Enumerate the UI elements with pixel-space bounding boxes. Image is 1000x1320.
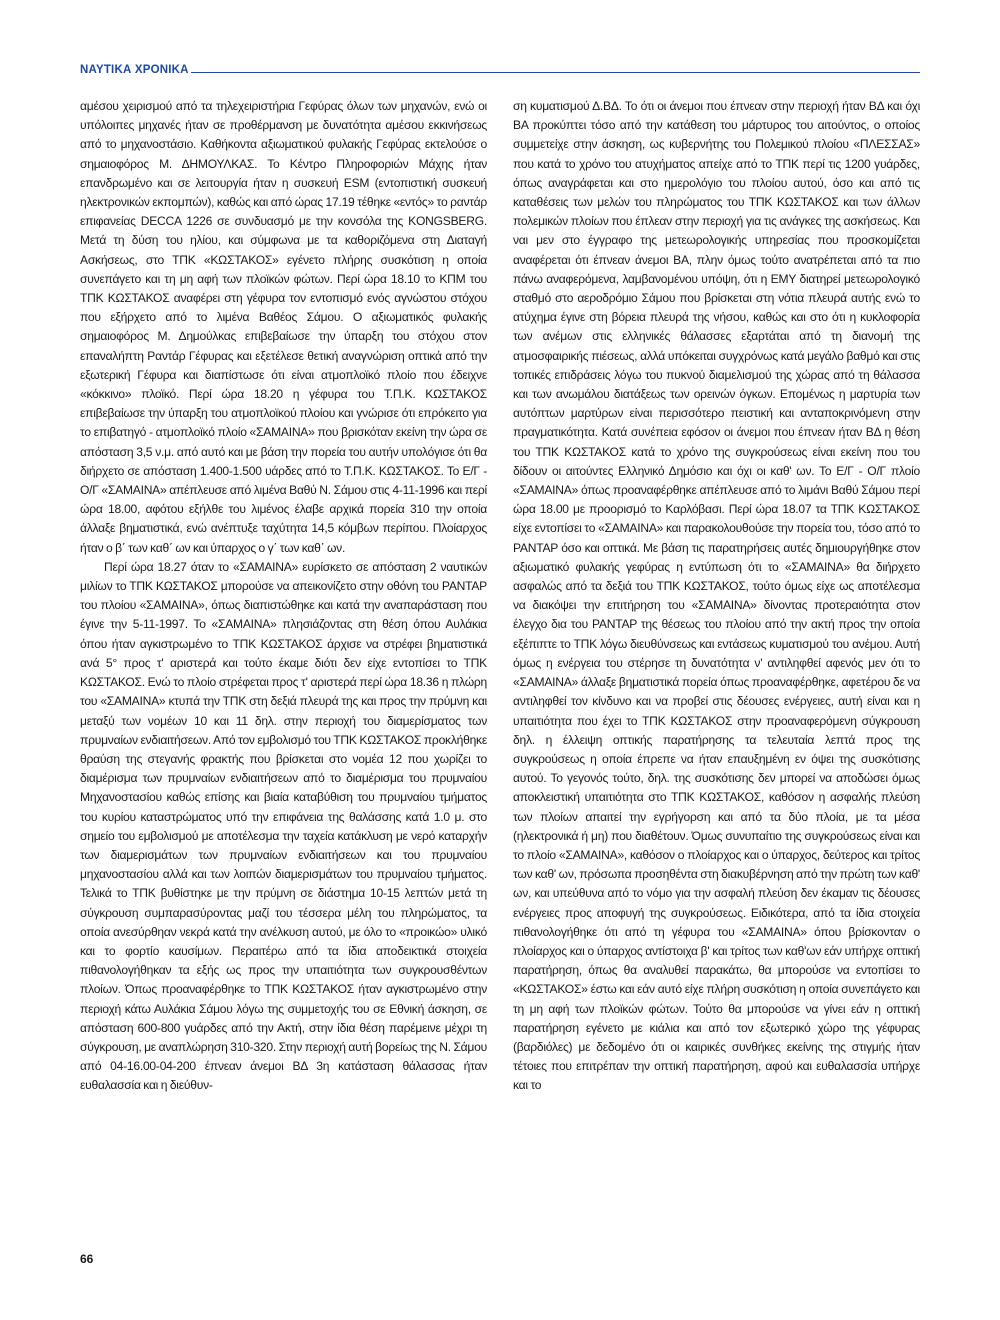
page-number: 66 xyxy=(80,1252,94,1266)
publication-title: ΝΑΥΤΙΚΑ ΧΡΟΝΙΚΑ xyxy=(80,64,189,76)
text-column-right xyxy=(513,97,920,1222)
header-rule xyxy=(191,72,920,73)
paragraph: αμέσου χειρισμού από τα τηλεχειριστήρια Γεφύρας όλων των μηχανών, ενώ οι υπόλοιπες μηχανές ήταν σε προθέρμανση με δυνατότητα αμέσου εκκινήσεως από το μηχανοστάσιο. Καθήκοντα αξιωματικού φυλακής Γεφύρας εκτελούσε ο σημαιοφόρος Μ. ΔΗΜΟΥΛΚΑΣ. Το Κέντρο Πληροφοριών Μάχης ήταν επανδρωμένο και σε λειτουργία ήταν η συσκευή ESM (εντοπιστική συσκευή ηλεκτρονικών εκπομπών), καθώς και από ώρας 17.19 τέθηκε «εντός» το ραντάρ επιφανείας DECCA 1226 σε συνδυασμό με την κονσόλα της KONGSBERG. Μετά τη δύση του ηλίου, και σύμφωνα με τα καθοριζόμενα στη Διαταγή Ασκήσεως, στο ΤΠΚ «ΚΩΣΤΑΚΟΣ» εγένετο πλήρης συσκότιση η οποία συνεπάγετο και τη μη αφή των πλοϊκών φώτων. Περί ώρα 18.10 το ΚΠΜ του ΤΠΚ ΚΩΣΤΑΚΟΣ αναφέρει στη γέφυρα τον εντοπισμό ενός αγνώστου στόχου που εξήρχετο από το λιμένα Βαθέος Σάμου. Ο αξιωματικός φυλακής σημαιοφόρος Μ. Δημούλκας επιβεβαίωσε την ύπαρξη του στόχου στον επαναλήπτη Ραντάρ Γέφυρας και εξετέλεσε θετική αναγνώριση οπτικά από την εξωτερική Γέφυρα και διαπίστωσε ότι είναι ατμοπλοϊκό πλοίο που έδειχνε «κόκκινο» πλοϊκό. Περί ώρα 18.20 η γέφυρα του Τ.Π.Κ. ΚΩΣΤΑΚΟΣ επιβεβαίωσε την ύπαρξη του ατμοπλοϊκού πλοίου και γνώρισε ότι επρόκειτο για το επιβατηγό - ατμοπλοϊκό πλοίο «ΣΑΜΑΙΝΑ» που βρισκόταν εκείνη την ώρα σε απόσταση 3,5 ν.μ. από αυτό και με βάση την πορεία του αυτήν υπολόγισε ότι θα διήρχετο σε απόσταση 1.400-1.500 υάρδες από το Τ.Π.Κ. ΚΩΣΤΑΚΟΣ. Το Ε/Γ - Ο/Γ «ΣΑΜΑΙΝΑ» απέπλευσε από λιμένα Βαθύ Ν. Σάμου στις 4-11-1996 και περί ώρα 18.00, αφότου εξήλθε του λιμένος έλαβε αρχικά πορεία 310 την οποία άλλαξε βηματιστικά, ενώ ανέπτυξε ταχύτητα 14,5 κόμβων περίπου. Πλοίαρχος ήταν ο β΄ των καθ΄ ων και ύπαρχος ο γ΄ των καθ΄ ων. xyxy=(80,99,487,555)
paragraph: Περί ώρα 18.27 όταν το «ΣΑΜΑΙΝΑ» ευρίσκετο σε απόσταση 2 ναυτικών μιλίων το ΤΠΚ ΚΩΣΤΑΚΟΣ μπορούσε να απεικονίζετο στην οθόνη του ΡΑΝΤΑΡ του πλοίου «ΣΑΜΑΙΝΑ», όπως διαπιστώθηκε και κατά την αναπαράσταση που έγινε την 5-11-1997. Το «ΣΑΜΑΙΝΑ» πλησιάζοντας στη θέση όπου Αυλάκια όπου ήταν αγκιστρωμένο το ΤΠΚ ΚΩΣΤΑΚΟΣ άρχισε να στρέφει βηματιστικά ανά 5° προς τ' αριστερά και τούτο έκαμε διότι δεν είχε εντοπίσει το ΤΠΚ ΚΩΣΤΑΚΟΣ. Ενώ το πλοίο στρέφεται προς τ' αριστερά περί ώρα 18.36 η πλώρη του «ΣΑΜΑΙΝΑ» κτυπά την ΤΠΚ στη δεξιά πλευρά της και προς την πρύμνη και μεταξύ των νομέων 10 και 11 δηλ. στην περιοχή του διαμερίσματος των πρυμναίων ενδιαιτήσεων. Από τον εμβολισμό του ΤΠΚ ΚΩΣΤΑΚΟΣ προκλήθηκε θραύση της στεγανής φρακτής που βρίσκεται στο νομέα 12 που χωρίζει το διαμέρισμα των πρυμναίων ενδιαιτήσεων από το διαμέρισμα του πρυμναίου Μηχανοστασίου καθώς επίσης και βιαία καταβύθιση του πρυμναίου τμήματος του κυρίου καταστρώματος υπό την επιφάνεια της θαλάσσης κατά 1.0 μ. στο σημείο του εμβολισμού με αποτέλεσμα την ταχεία κατάκλυση με νερό καταρχήν των διαμερισμάτων των πρυμναίων ενδιαιτήσεων και του πρυμναίου μηχανοστασίου αλλά και των λοιπών διαμερισμάτων του πρυμναίου τμήματος. Τελικά το ΤΠΚ βυθίστηκε με την πρύμνη σε διάστημα 10-15 λεπτών μετά τη σύγκρουση συμπαρασύροντας μαζί του τέσσερα μέλη του πληρώματος, τα οποία ανεσύρθηαν νεκρά κατά την ανέλκυση αυτού, με όλο το «προικώο» υλικό και το φορτίο καυσίμων. Περαιτέρω από τα ίδια αποδεικτικά στοιχεία πιθανολογήθηκαν τα εξής ως προς την υπαιτιότητα των συγκρουσθέντων πλοίων. Όπως προαναφέρθηκε το ΤΠΚ ΚΩΣΤΑΚΟΣ ήταν αγκιστρωμένο στην περιοχή κάτω Αυλάκια Σάμου λόγω της συμμετοχής του σε Εθνική άσκηση, σε απόσταση 600-800 γυάρδες από την Ακτή, στην ίδια θέση παρέμεινε μέχρι τη σύγκρουση, με αναπλώρηση 310-320. Στην περιοχή αυτή βορείως της Ν. Σάμου από 04-16.00-04-200 έπνεαν άνεμοι ΒΔ 3η κατάσταση θάλασσας ήταν ευθαλασσία και η διεύθυν- xyxy=(80,559,487,1093)
running-header xyxy=(80,62,920,78)
text-column-left xyxy=(80,97,487,1222)
paragraph: ση κυματισμού Δ.ΒΔ. Το ότι οι άνεμοι που έπνεαν στην περιοχή ήταν ΒΔ και όχι ΒΑ προκύπτει τόσο από την κατάθεση του μάρτυρος του αιτούντος, ο οποίος συμμετείχε στην άσκηση, ως κυβερνήτης του Πολεμικού πλοίου «ΠΛΕΣΣΑΣ» που κατά το χρόνο του ατυχήματος απείχε από το ΤΠΚ περί τις 1200 γυάρδες, όπως αναγράφεται και στο ημερολόγιο του πλοίου αυτού, όσο και από τις καταθέσεις των μελών του πληρώματος του ΤΠΚ ΚΩΣΤΑΚΟΣ και των άλλων πολεμικών πλοίων που έπλεαν στην περιοχή για τις ανάγκες της ασκήσεως. Και ναι μεν στο έγγραφο της μετεωρολογικής υπηρεσίας που προσκομίζεται αναφέρεται ότι έπνεαν άνεμοι ΒΑ, πλην όμως τούτο ανατρέπεται από τα πιο πάνω αναφερόμενα, λαμβανομένου υπόψη, ότι η ΕΜΥ διατηρεί μετεωρολογικό σταθμό στο αεροδρόμιο Σάμου που βρίσκεται στη νότια πλευρά αυτής ενώ το ατύχημα έγινε στη βόρεια πλευρά της νήσου, καθώς και στο ότι η κυκλοφορία των ανέμων στις ελληνικές θάλασσες εξαρτάται από τη διανομή της ατμοσφαιρικής πιέσεως, αλλά υπόκειται συγχρόνως κατά μεγάλο βαθμό και στις τοπικές επιδράσεις λόγω του πυκνού διαμελισμού της χώρας από τη θάλασσα και των ανωμάλου διατάξεως των ορεινών όγκων. Επομένως η μαρτυρία των αυτόπτων μαρτύρων είναι περισσότερο πειστική και ανταποκρινόμενη στην πραγματικότητα. Κατά συνέπεια εφόσον οι άνεμοι που έπνεαν ήταν ΒΔ η θέση του ΤΠΚ ΚΩΣΤΑΚΟΣ κατά το χρόνο της συγκρούσεως είναι εκείνη που του δίδουν οι αιτούντες Ελληνικό Δημόσιο και όχι οι καθ' ων. Το Ε/Γ - Ο/Γ πλοίο «ΣΑΜΑΙΝΑ» όπως προαναφέρθηκε απέπλευσε από το λιμάνι Βαθύ Σάμου περί ώρα 18.00 με προορισμό το Καρλόβασι. Περί ώρα 18.07 τα ΤΠΚ ΚΩΣΤΑΚΟΣ είχε εντοπίσει το «ΣΑΜΑΙΝΑ» και παρακολουθούσε την πορεία του, τόσο από το ΡΑΝΤΑΡ όσο και οπτικά. Με βάση τις παρατηρήσεις αυτές δημιουργήθηκε στον αξιωματικό φυλακής γεφύρας η εντύπωση ότι το «ΣΑΜΑΙΝΑ» θα διήρχετο ασφαλώς από τα δεξιά του ΤΠΚ ΚΩΣΤΑΚΟΣ, τούτο όμως είχε ως αποτέλεσμα να διακόψει την επιτήρηση του «ΣΑΜΑΙΝΑ» δίνοντας προτεραιότητα στον έλεγχο δια του ΡΑΝΤΑΡ της θέσεως του πλοίου από την ακτή προς την οποία εξέπιπτε το ΤΠΚ λόγω διευθύνσεως και εντάσεως κυματισμού του ανέμου. Αυτή όμως η ενέργεια του στέρησε τη δυνατότητα ν' αντιληφθεί αφενός μεν ότι το «ΣΑΜΑΙΝΑ» άλλαξε βηματιστικά πορεία όπως προαναφέρθηκε, αφετέρου δε να αντιληφθεί τον κίνδυνο και να προβεί στις δέουσες ενέργειες, αυτή είναι και η υπαιτιότητα που έχει το ΤΠΚ ΚΩΣΤΑΚΟΣ στην προαναφερόμενη σύγκρουση δηλ. η έλλειψη οπτικής παρατήρησης τα τελευταία λεπτά προς της συγκρούσεως η οποία έπρεπε να ήταν επαυξημένη εν όψει της συσκότισης αυτού. Το γεγονός τούτο, δηλ. της συσκότισης δεν μπορεί να αποδώσει όμως αποκλειστική υπαιτιότητα στο ΤΠΚ ΚΩΣΤΑΚΟΣ, καθόσον η ασφαλής πλεύση των πλοίων απαιτεί την εγρήγορση και από τα δύο πλοία, με τα μέσα (ηλεκτρονικά ή μη) που διαθέτουν. Όμως συνυπαίτιο της συγκρούσεως είναι και το πλοίο «ΣΑΜΑΙΝΑ», καθόσον ο πλοίαρχος και ο ύπαρχος, δεύτερος και τρίτος των καθ' ων, πρόσωπα προσηθέντα στη διακυβέρνηση από την πρώτη των καθ' ων, και υπεύθυνα από το νόμο για την ασφαλή πλεύση δεν έκαμαν τις δέουσες ενέργειες προς αποφυγή της συγκρούσεως. Ειδικότερα, από τα ίδια στοιχεία πιθανολογήθηκε ότι από τη γέφυρα του «ΣΑΜΑΙΝΑ» όπου βρίσκονταν ο πλοίαρχος και ο ύπαρχος αντίστοιχα β' και τρίτος των καθ'ων εάν υπήρχε οπτική παρατήρηση, όπως θα αναλυθεί παρακάτω, θα μπορούσε να εντοπίσει το «ΚΩΣΤΑΚΟΣ» έστω και εάν αυτό είχε πλήρη συσκότιση η οποία συνεπάγετο και τη μη αφή των πλοϊκών φώτων. Τούτο θα μπορούσε να γίνει εάν η οπτική παρατήρηση εγένετο με κιάλια και από τον εξωτερικό χώρο της γέφυρας (βαρδιόλες) με δεδομένο ότι οι καιρικές συνθήκες εκείνης της στιγμής ήταν τέτοιες που επιτρέπαν την οπτική παρατήρηση, αφού και ευθαλασσία υπήρχε και το xyxy=(513,99,920,1093)
